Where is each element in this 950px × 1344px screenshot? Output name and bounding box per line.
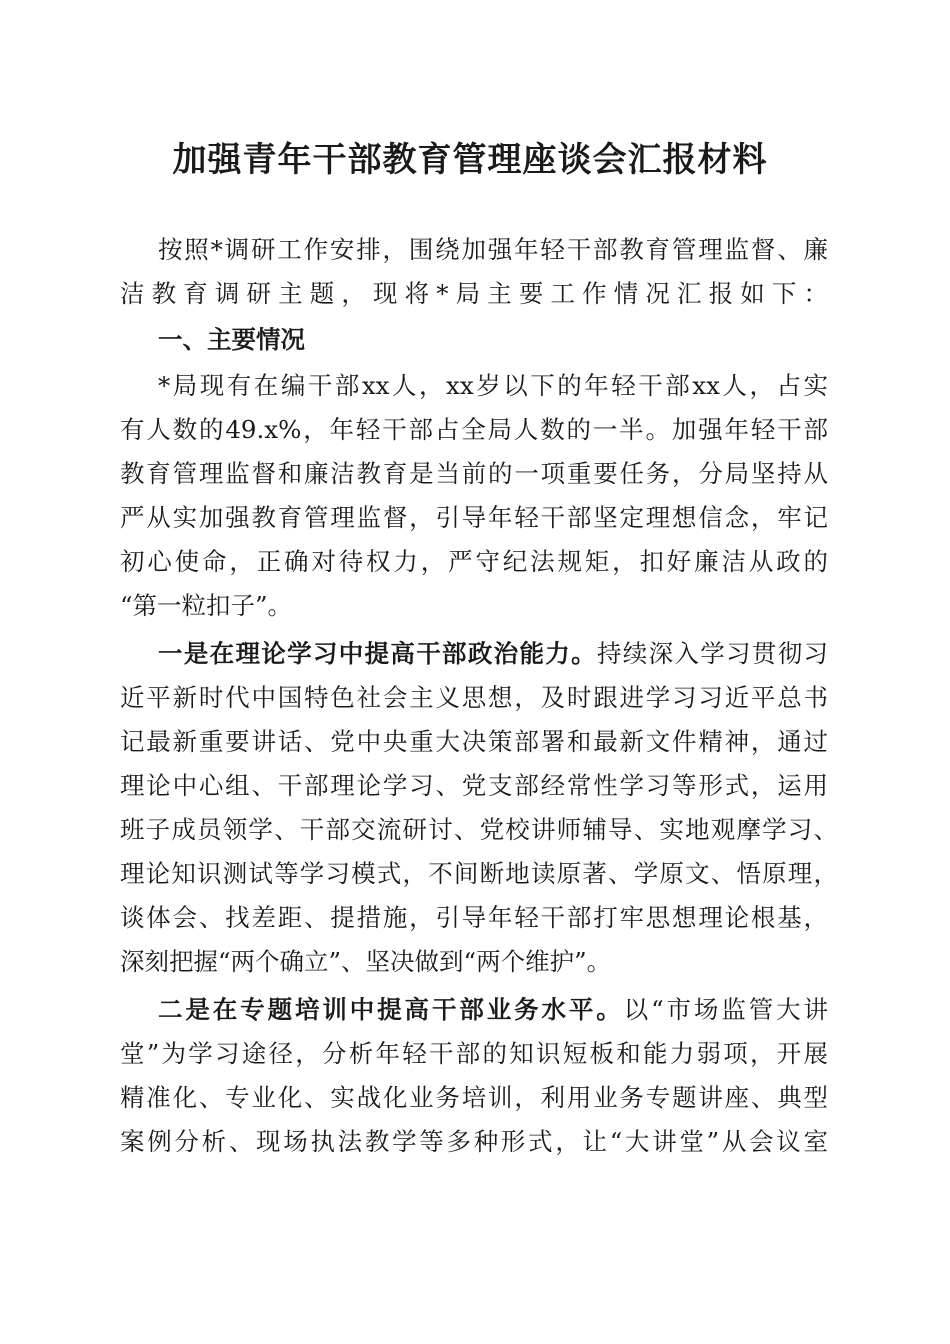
paragraph-line: 严从实加强教育管理监督，引导年轻干部坚定理想信念，牢记 [120,503,828,532]
paragraph-line: 初心使命，正确对待权力，严守纪法规矩，扣好廉洁从政的 [120,547,828,576]
paragraph-line: 精准化、专业化、实战化业务培训，利用业务专题讲座、典型 [120,1083,828,1112]
point1-lead: 一是在理论学习中提高干部政治能力。 [158,639,597,668]
paragraph-line: 堂”为学习途径，分析年轻干部的知识短板和能力弱项，开展 [120,1039,828,1068]
paragraph-line: 记最新重要讲话、党中央重大决策部署和最新文件精神，通过 [120,727,828,756]
paragraph-line: *局现有在编干部xx人，xx岁以下的年轻干部xx人，占实 [158,371,828,400]
point2-first-rest: 以“市场监管大讲 [623,995,829,1024]
point1-first-rest: 持续深入学习贯彻习 [596,639,829,668]
paragraph-line: “第一粒扣子”。 [120,591,293,620]
paragraph-line: 理论中心组、干部理论学习、党支部经常性学习等形式，运用 [120,771,828,800]
section-heading: 一、主要情况 [158,325,305,354]
document-title: 加强青年干部教育管理座谈会汇报材料 [172,140,768,180]
point1-first-line [158,632,828,676]
paragraph-line: 案例分析、现场执法教学等多种形式，让“大讲堂”从会议室 [120,1127,828,1156]
paragraph-line: 教育管理监督和廉洁教育是当前的一项重要任务，分局坚持从 [120,459,828,488]
intro-line: 洁教育调研主题，现将*局主要工作情况汇报如下： [120,279,828,308]
paragraph-line: 班子成员领学、干部交流研讨、党校讲师辅导、实地观摩学习、 [120,815,838,844]
paragraph-line: 近平新时代中国特色社会主义思想，及时跟进学习习近平总书 [120,683,828,712]
intro-line: 按照*调研工作安排，围绕加强年轻干部教育管理监督、廉 [158,235,828,264]
paragraph-line: 谈体会、找差距、提措施，引导年轻干部打牢思想理论根基， [120,903,828,932]
point2-lead: 二是在专题培训中提高干部业务水平。 [158,995,624,1024]
paragraph-line: 深刻把握“两个确立”、坚决做到“两个维护”。 [120,947,612,976]
point2-first-line [158,988,828,1032]
paragraph-line: 理论知识测试等学习模式，不间断地读原著、学原文、悟原理， [120,859,838,888]
paragraph-line: 有人数的49.x%，年轻干部占全局人数的一半。加强年轻干部 [120,415,828,444]
